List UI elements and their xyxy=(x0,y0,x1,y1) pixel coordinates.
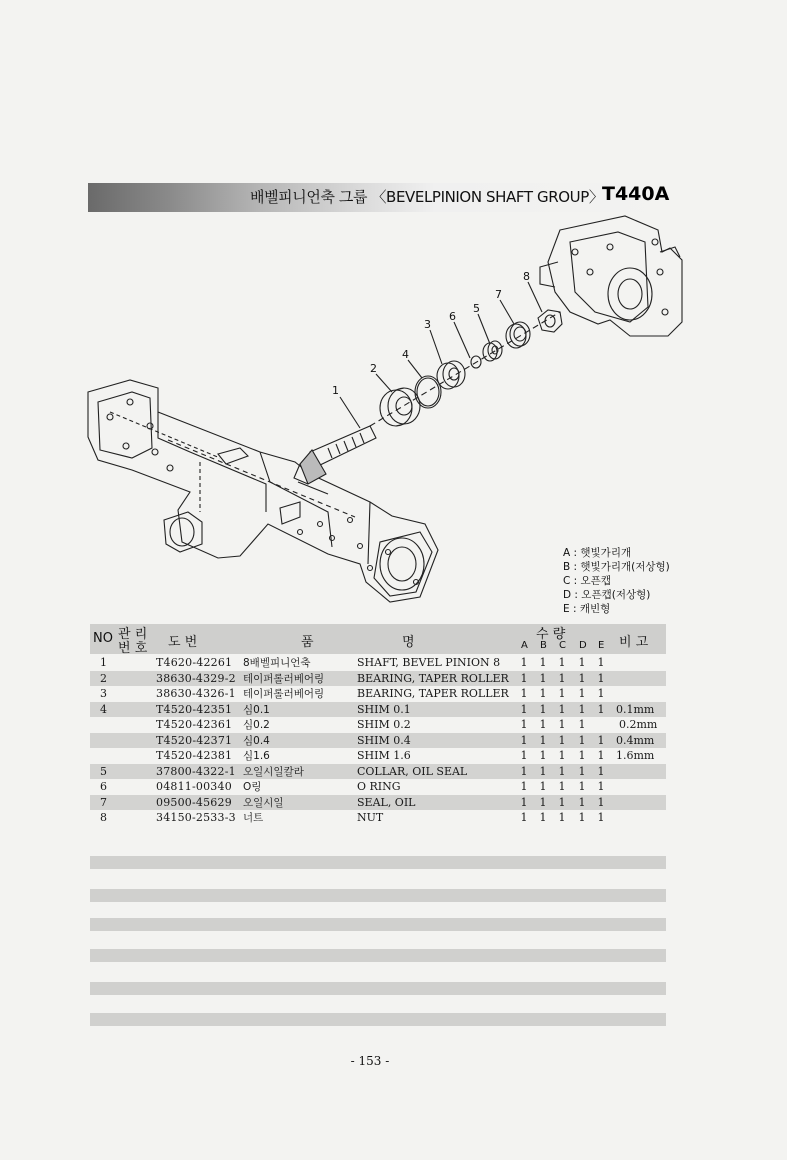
korean-name: 심1.6 xyxy=(243,750,270,762)
korean-name: O링 xyxy=(243,781,262,793)
oil-seal-7-drawing xyxy=(506,322,530,348)
page-number: - 153 - xyxy=(350,1054,390,1068)
header-remarks: 비 고 xyxy=(619,635,649,650)
header-qty-d: D xyxy=(579,640,587,651)
part-number: 37800-4322-1 xyxy=(156,764,236,778)
korean-name: 오일시일 xyxy=(243,796,284,809)
axle-housing-drawing xyxy=(88,380,438,602)
korean-name: 8배벨피니언축 xyxy=(243,657,311,669)
callout-7: 7 xyxy=(495,288,502,301)
korean-name: 오일시일칼라 xyxy=(243,765,304,778)
table-row: 1 T4620-42261 8배벨피니언축 SHAFT, BEVEL PINION 8 1 1 1 1 1 xyxy=(100,656,605,669)
table-row: 2 38630-4329-2 테이퍼롤러베어링 BEARING, TAPER ROLLER 1 1 1 1 1 xyxy=(90,671,666,687)
legend-a: A : 햇빛가리개 xyxy=(563,547,632,559)
callout-4: 4 xyxy=(402,348,409,361)
part-number: 34150-2533-3 xyxy=(156,811,236,824)
part-number: T4620-42261 xyxy=(156,656,233,669)
page-title: 배벨피니언축 그룹 〈BEVELPINION SHAFT GROUP〉 xyxy=(250,188,604,206)
table-row: 4 T4520-42351 심0.1 SHIM 0.1 1 1 1 1 1 0.1mm xyxy=(90,702,666,718)
korean-name: 심0.2 xyxy=(243,719,270,731)
korean-name: 심0.4 xyxy=(243,734,270,747)
table-header xyxy=(90,624,666,654)
legend-b: B : 햇빛가리개(저상형) xyxy=(563,561,670,573)
callout-1: 1 xyxy=(332,384,339,397)
empty-row xyxy=(90,949,666,962)
english-name: SHIM 1.6 xyxy=(357,749,411,762)
table-row: 5 37800-4322-1 오일시일칼라 COLLAR, OIL SEAL 1 1 1 1 1 xyxy=(90,764,666,780)
header-drawing-no: 도 번 xyxy=(168,635,198,650)
english-name: SEAL, OIL xyxy=(357,795,416,809)
part-number: T4520-42361 xyxy=(156,718,233,731)
part-number: 38630-4329-2 xyxy=(156,671,236,685)
table-row: 8 34150-2533-3 너트 NUT 1 1 1 1 1 xyxy=(100,811,605,824)
legend-c: C : 오픈캡 xyxy=(563,575,611,587)
part-number: 09500-45629 xyxy=(156,795,232,809)
empty-row xyxy=(90,856,666,869)
callout-8: 8 xyxy=(523,270,530,283)
header-qty: 수 량 xyxy=(536,627,566,642)
nut-8-drawing xyxy=(538,310,562,332)
korean-name: 테이퍼롤러베어링 xyxy=(243,688,325,700)
english-name: SHIM 0.4 xyxy=(357,733,411,747)
header-mgmt-top: 관 리 xyxy=(118,627,148,642)
legend-e: E : 캐빈형 xyxy=(563,603,611,615)
header-item: 품 xyxy=(301,635,314,650)
header-qty-e: E xyxy=(598,640,605,651)
callout-3: 3 xyxy=(424,318,431,331)
header-qty-c: C xyxy=(559,640,566,651)
table-row: T4520-42361 심0.2 SHIM 0.2 1 1 1 1 0.2mm xyxy=(156,718,658,731)
model-code: T440A xyxy=(602,183,670,205)
header-no: NO xyxy=(93,631,113,646)
english-name: SHIM 0.1 xyxy=(357,702,411,716)
table-row: T4520-42381 심1.6 SHIM 1.6 1 1 1 1 1 1.6mm xyxy=(156,749,655,762)
pinion-shaft-drawing xyxy=(294,426,376,484)
variant-legend xyxy=(563,546,670,616)
english-name: COLLAR, OIL SEAL xyxy=(357,764,468,778)
table-row: 3 38630-4326-1 테이퍼롤러베어링 BEARING, TAPER ROLLER 1 1 1 1 1 xyxy=(100,687,605,700)
part-number: 04811-00340 xyxy=(156,780,232,793)
empty-row xyxy=(90,918,666,931)
header-qty-b: B xyxy=(540,640,547,651)
english-name: O RING xyxy=(357,780,401,793)
korean-name: 심0.1 xyxy=(243,703,270,716)
header-mgmt-bottom: 번 호 xyxy=(118,641,148,656)
bearing-2-drawing xyxy=(380,388,420,426)
header-name: 명 xyxy=(402,635,415,650)
empty-row xyxy=(90,889,666,902)
part-number: T4520-42381 xyxy=(156,749,233,762)
collar-5-drawing xyxy=(483,341,502,361)
legend-d: D : 오픈캡(저상형) xyxy=(563,589,651,601)
english-name: NUT xyxy=(357,811,384,824)
part-number: T4520-42351 xyxy=(156,702,233,716)
part-number: T4520-42371 xyxy=(156,733,233,747)
english-name: SHAFT, BEVEL PINION 8 xyxy=(357,656,501,669)
korean-name: 테이퍼롤러베어링 xyxy=(243,672,325,685)
o-ring-4-drawing xyxy=(415,376,441,408)
table-row: 7 09500-45629 오일시일 SEAL, OIL 1 1 1 1 1 xyxy=(90,795,666,811)
callout-5: 5 xyxy=(473,302,480,315)
callout-6: 6 xyxy=(449,310,456,323)
empty-row xyxy=(90,982,666,995)
english-name: SHIM 0.2 xyxy=(357,718,411,731)
callout-2: 2 xyxy=(370,362,377,375)
part-number: 38630-4326-1 xyxy=(156,687,236,700)
korean-name: 너트 xyxy=(243,812,264,824)
english-name: BEARING, TAPER ROLLER xyxy=(357,687,509,700)
header-qty-a: A xyxy=(521,640,528,651)
empty-row xyxy=(90,1013,666,1026)
english-name: BEARING, TAPER ROLLER xyxy=(357,671,509,685)
table-row: T4520-42371 심0.4 SHIM 0.4 1 1 1 1 1 0.4mm xyxy=(90,733,666,749)
table-row: 6 04811-00340 O링 O RING 1 1 1 1 1 xyxy=(100,780,605,793)
bearing-3-drawing xyxy=(437,361,465,389)
